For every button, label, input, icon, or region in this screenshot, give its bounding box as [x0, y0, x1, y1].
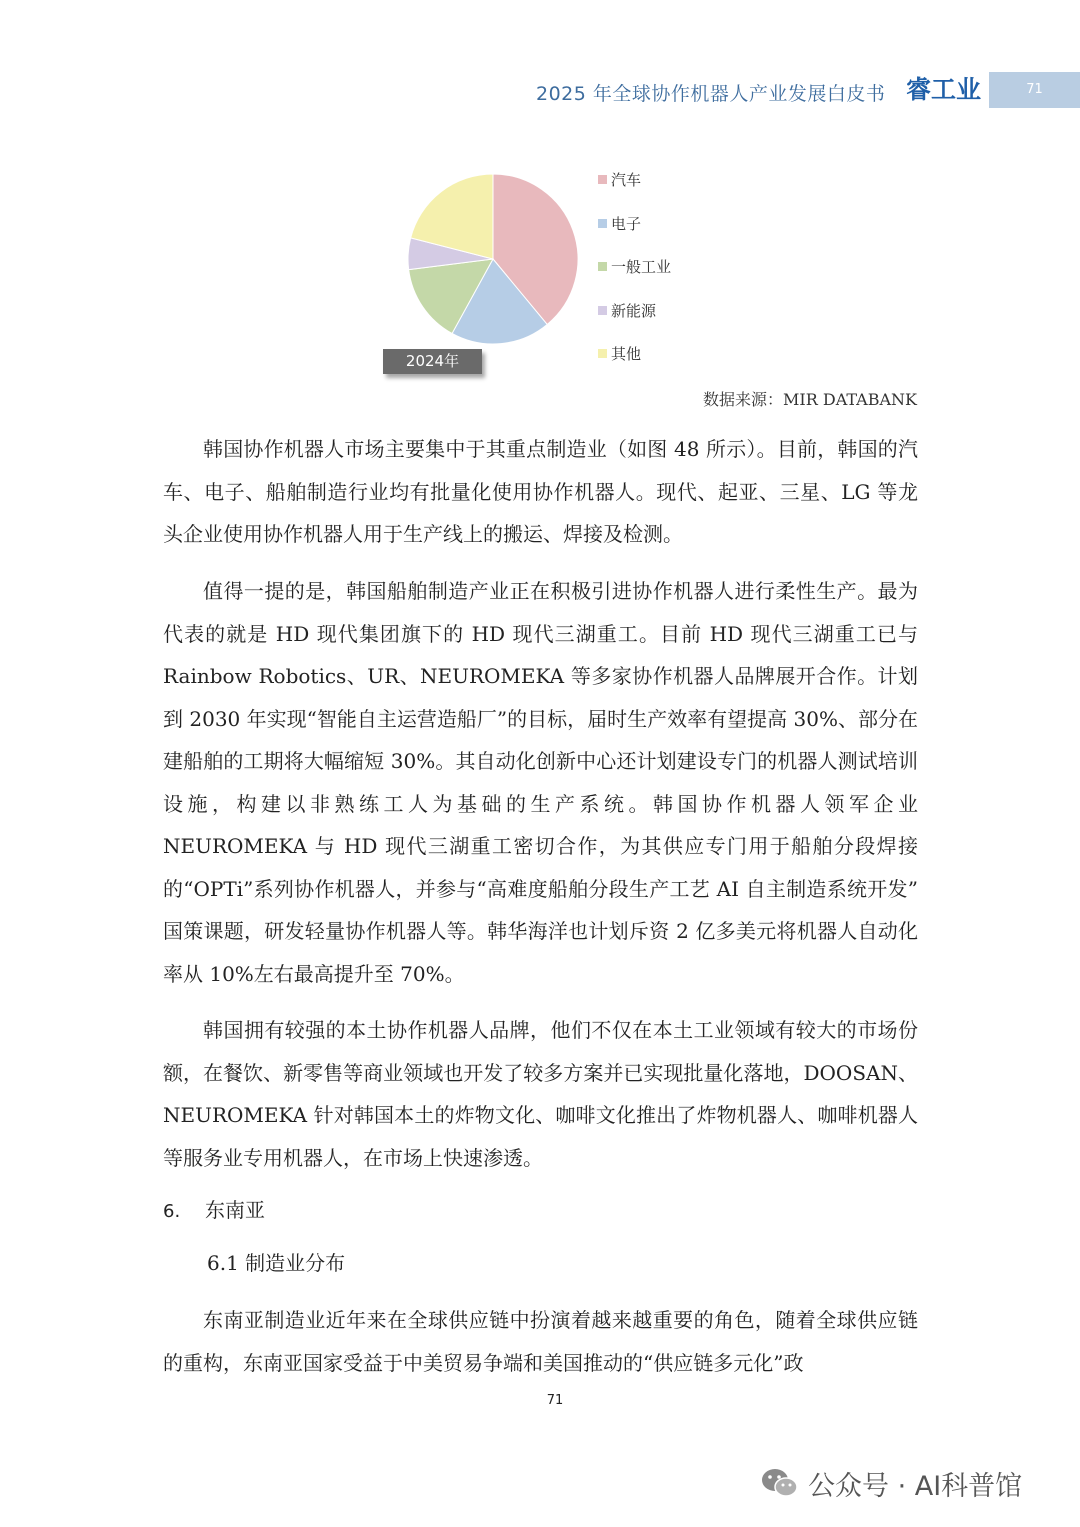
body-paragraph-2 [163, 570, 918, 995]
legend-item [598, 289, 671, 333]
watermark [760, 1462, 1022, 1504]
pie-chart-svg [404, 170, 582, 348]
paragraph-text: 韩国拥有较强的本土协作机器人品牌，他们不仅在本土工业领域有较大的市场份额，在餐饮、新零售等商业领域也开发了较多方案并已实现批量化落地，DOOSAN、NEUROMEKA 针对韩国本土的炸物文化、咖啡文化推出了炸物机器人、咖啡机器人等服务业专用机器人，在市场上快速渗透。 [163, 1018, 918, 1170]
section-number: 6. [163, 1201, 181, 1222]
body-paragraph-1 [163, 428, 918, 556]
chart-legend [598, 158, 671, 376]
pie-chart [404, 170, 582, 348]
header-brand-logo: 睿工业 [906, 75, 982, 104]
wechat-icon [760, 1466, 800, 1500]
legend-label: 一般工业 [611, 258, 672, 277]
legend-label: 汽车 [611, 171, 642, 190]
paragraph-text: 东南亚制造业近年来在全球供应链中扮演着越来越重要的角色，随着全球供应链的重构，东南亚国家受益于中美贸易争端和美国推动的“供应链多元化”政 [163, 1308, 918, 1375]
legend-item [598, 202, 671, 246]
legend-swatch [598, 175, 607, 184]
paragraph-text: 值得一提的是，韩国船舶制造产业正在积极引进协作机器人进行柔性生产。最为代表的就是 HD 现代集团旗下的 HD 现代三湖重工。目前 HD 现代三湖重工已与 Rainbow Robotics、UR、NEUROMEKA 等多家协作机器人品牌展开合作。计划到 2030 年实现“智能自主运营造船厂”的目标，届时生产效率有望提高 30%、部分在建船舶的工期将大幅缩短 30%。其自动化创新中心还计划建设专门的机器人测试培训设施，构建以非熟练工人为基础的生产系统。韩国协作机器人领军企业 NEUROMEKA 与 HD 现代三湖重工密切合作，为其供应专门用于船舶分段焊接的“OPTi”系列协作机器人，并参与“高难度船舶分段生产工艺 AI 自主制造系统开发” 国策课题，研发轻量协作机器人等。韩华海洋也计划斥资 2 亿多美元将机器人自动化率从 10%左右最高提升至 70%。 [163, 579, 918, 986]
header-page-tab: 71 [989, 72, 1080, 108]
legend-item [598, 245, 671, 289]
legend-label: 新能源 [611, 301, 657, 320]
subsection-heading: 6.1 制造业分布 [207, 1251, 346, 1275]
legend-label: 电子 [611, 214, 642, 233]
header-title: 2025 年全球协作机器人产业发展白皮书 [536, 83, 886, 105]
legend-swatch [598, 219, 607, 228]
page-number: 71 [546, 1393, 564, 1408]
legend-swatch [598, 306, 607, 315]
legend-item [598, 158, 671, 202]
watermark-text: 公众号 · AI科普馆 [808, 1470, 1023, 1502]
paragraph-text: 韩国协作机器人市场主要集中于其重点制造业（如图 48 所示）。目前，韩国的汽车、电子、船舶制造行业均有批量化使用协作机器人。现代、起亚、三星、LG 等龙头企业使用协作机器人用于生产线上的搬运、焊接及检测。 [163, 437, 918, 546]
section-heading [163, 1194, 265, 1228]
legend-swatch [598, 262, 607, 271]
chart-title-badge: 2024年 [383, 349, 482, 374]
legend-label: 其他 [611, 345, 642, 364]
body-paragraph-4 [163, 1299, 918, 1384]
legend-swatch [598, 349, 607, 358]
body-paragraph-3 [163, 1009, 918, 1179]
data-source: 数据来源：MIR DATABANK [703, 390, 917, 409]
legend-item [598, 332, 671, 376]
section-title: 东南亚 [205, 1198, 265, 1222]
